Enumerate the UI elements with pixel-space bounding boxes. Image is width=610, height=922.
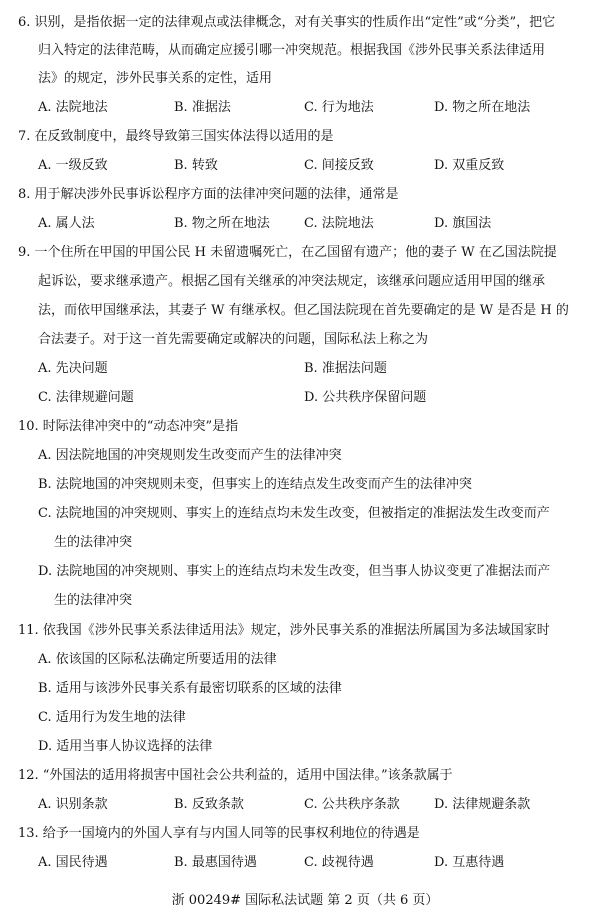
q7-option-c: C. 间接反致 bbox=[304, 158, 374, 173]
q12-option-b: B. 反致条款 bbox=[174, 797, 244, 812]
q11-option-c: C. 适用行为发生地的法律 bbox=[38, 710, 186, 725]
q6-option-b: B. 准据法 bbox=[174, 100, 231, 115]
q10-option-c-line-1: C. 法院地国的冲突规则、事实上的连结点均未发生改变，但被指定的准据法发生改变而产 bbox=[38, 506, 550, 521]
q12-option-c: C. 公共秩序条款 bbox=[304, 797, 400, 812]
q12-option-d: D. 法律规避条款 bbox=[434, 797, 531, 812]
q8-option-d: D. 旗国法 bbox=[434, 216, 492, 231]
q13-stem-line-1: 13. 给予一国境内的外国人享有与内国人同等的民事权利地位的待遇是 bbox=[18, 826, 420, 841]
q13-option-a: A. 国民待遇 bbox=[38, 855, 108, 870]
q9-option-d: D. 公共秩序保留问题 bbox=[304, 390, 427, 405]
q6-stem-line-1: 6. 识别，是指依据一定的法律观点或法律概念，对有关事实的性质作出“定性”或“分类”，把它 bbox=[18, 15, 556, 30]
q9-option-b: B. 准据法问题 bbox=[304, 361, 387, 376]
q10-option-d-line-1: D. 法院地国的冲突规则、事实上的连结点均未发生改变，但当事人协议变更了准据法而产 bbox=[38, 564, 551, 579]
q8-stem-line-1: 8. 用于解决涉外民事诉讼程序方面的法律冲突问题的法律，通常是 bbox=[18, 187, 399, 202]
q11-option-a: A. 依该国的区际私法确定所要适用的法律 bbox=[38, 652, 277, 667]
q8-option-c: C. 法院地法 bbox=[304, 216, 374, 231]
q13-option-b: B. 最惠国待遇 bbox=[174, 855, 257, 870]
q11-option-d: D. 适用当事人协议选择的法律 bbox=[38, 739, 213, 754]
q6-option-d: D. 物之所在地法 bbox=[434, 100, 531, 115]
q10-option-d-line-2: 生的法律冲突 bbox=[54, 593, 133, 608]
q7-option-a: A. 一级反致 bbox=[38, 158, 108, 173]
q8-option-b: B. 物之所在地法 bbox=[174, 216, 270, 231]
q6-option-c: C. 行为地法 bbox=[304, 100, 374, 115]
q7-option-d: D. 双重反致 bbox=[434, 158, 505, 173]
q11-stem-line-1: 11. 依我国《涉外民事关系法律适用法》规定，涉外民事关系的准据法所属国为多法域国家时 bbox=[18, 623, 550, 638]
q6-stem-line-2: 归入特定的法律范畴，从而确定应援引哪一冲突规范。根据我国《涉外民事关系法律适用 bbox=[38, 43, 546, 58]
page-footer: 浙 00249# 国际私法试题 第 2 页（共 6 页） bbox=[171, 893, 439, 908]
q12-option-a: A. 识别条款 bbox=[38, 797, 108, 812]
q10-option-a: A. 因法院地国的冲突规则发生改变而产生的法律冲突 bbox=[38, 448, 342, 463]
q9-option-c: C. 法律规避问题 bbox=[38, 390, 134, 405]
q10-option-c-line-2: 生的法律冲突 bbox=[54, 535, 133, 550]
q9-option-a: A. 先决问题 bbox=[38, 361, 108, 376]
q11-option-b: B. 适用与该涉外民事关系有最密切联系的区域的法律 bbox=[38, 681, 342, 696]
q6-option-a: A. 法院地法 bbox=[38, 100, 108, 115]
q9-stem-line-1: 9. 一个住所在甲国的甲国公民 H 未留遗嘱死亡，在乙国留有遗产；他的妻子 W 在乙国法院提 bbox=[18, 245, 557, 260]
q10-stem-line-1: 10. 时际法律冲突中的“动态冲突”是指 bbox=[18, 419, 239, 434]
q8-option-a: A. 属人法 bbox=[38, 216, 95, 231]
q12-stem-line-1: 12. “外国法的适用将损害中国社会公共利益的，适用中国法律。”该条款属于 bbox=[18, 768, 453, 783]
q6-stem-line-3: 法》的规定，涉外民事关系的定性，适用 bbox=[38, 71, 273, 86]
q9-stem-line-3: 法，而依甲国继承法，其妻子 W 有继承权。但乙国法院现在首先要确定的是 W 是否是 H 的 bbox=[38, 303, 569, 318]
q10-option-b: B. 法院地国的冲突规则未变，但事实上的连结点发生改变而产生的法律冲突 bbox=[38, 477, 472, 492]
q7-stem-line-1: 7. 在反致制度中，最终导致第三国实体法得以适用的是 bbox=[18, 129, 334, 144]
q9-stem-line-2: 起诉讼，要求继承遗产。根据乙国有关继承的冲突法规定，该继承问题应适用甲国的继承 bbox=[38, 274, 546, 289]
q9-stem-line-4: 合法妻子。对于这一首先需要确定或解决的问题，国际私法上称之为 bbox=[38, 332, 429, 347]
q13-option-d: D. 互惠待遇 bbox=[434, 855, 505, 870]
q7-option-b: B. 转致 bbox=[174, 158, 218, 173]
q13-option-c: C. 歧视待遇 bbox=[304, 855, 374, 870]
